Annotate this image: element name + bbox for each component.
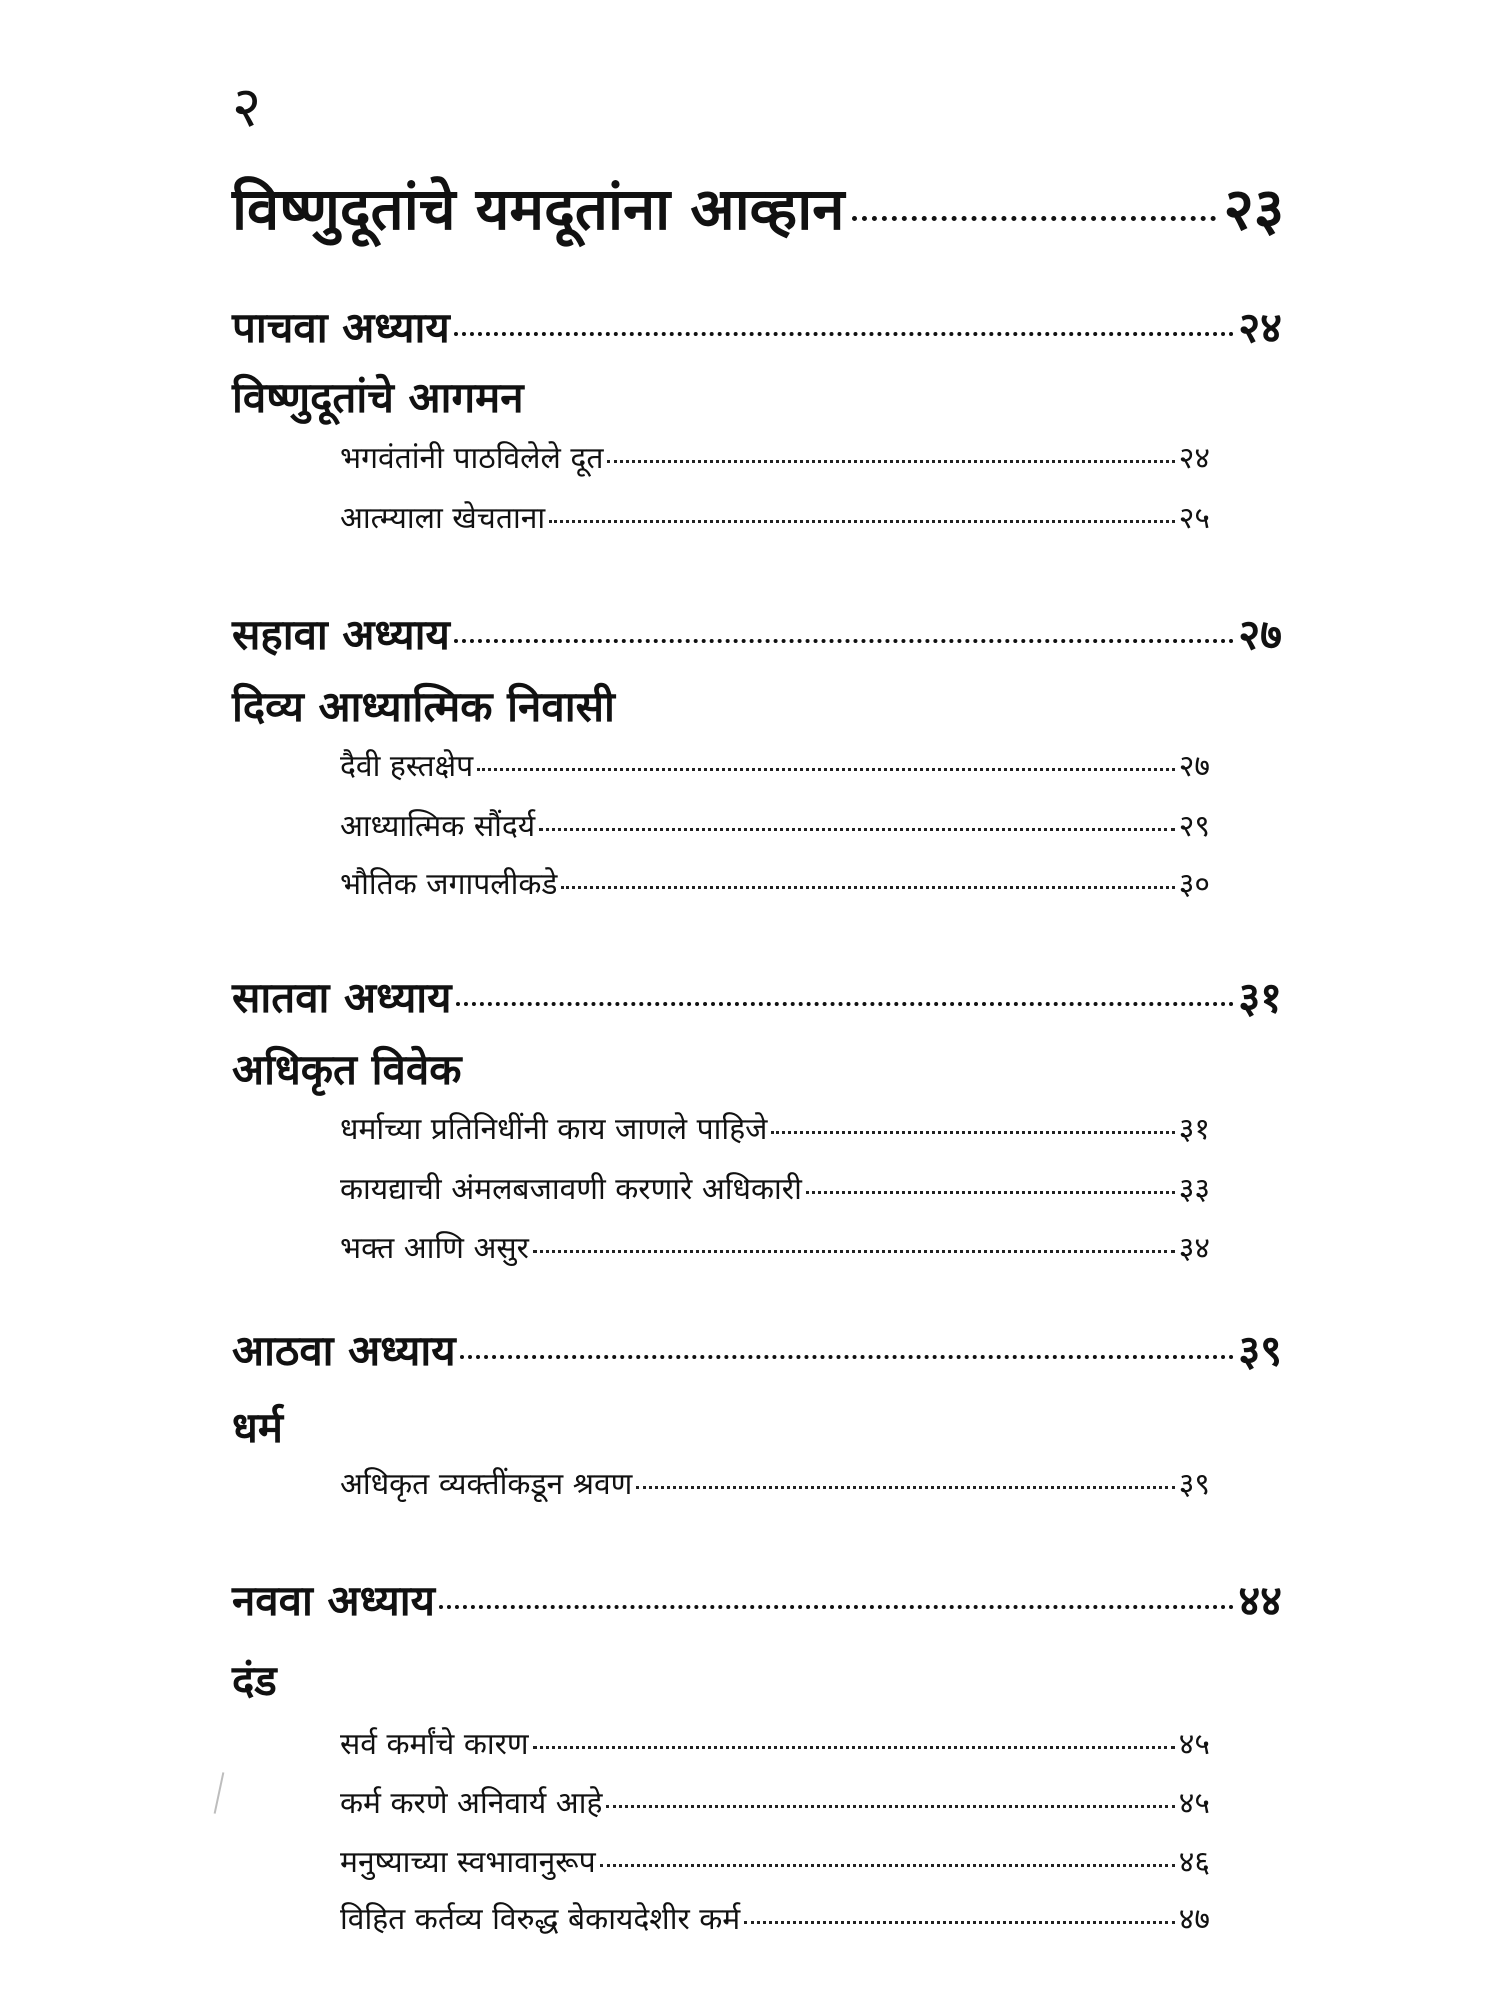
- chapter-heading-row: [232, 1578, 1282, 1624]
- toc-entry: [340, 1468, 1210, 1501]
- toc-entry-page: ३९: [1178, 1467, 1210, 1502]
- chapter-heading: सातवा अध्याय: [232, 973, 452, 1022]
- chapter-heading-row: [232, 1328, 1282, 1374]
- toc-entry: [340, 1232, 1210, 1265]
- chapter-title: धर्म: [232, 1403, 283, 1452]
- dot-leader: [607, 442, 1174, 463]
- dot-leader: [600, 1846, 1175, 1867]
- dot-leader: [606, 1787, 1174, 1808]
- toc-entry-page: ३३: [1178, 1172, 1210, 1207]
- chapter-heading-row: [232, 305, 1282, 351]
- toc-entry-page: ३१: [1178, 1112, 1210, 1147]
- toc-entry-text: विहित कर्तव्य विरुद्ध बेकायदेशीर कर्म: [340, 1902, 741, 1937]
- toc-entry-text: आध्यात्मिक सौंदर्य: [340, 809, 536, 844]
- chapter-heading: आठवा अध्याय: [232, 1326, 456, 1375]
- part-title-row: [232, 175, 1284, 243]
- toc-entry: [340, 868, 1210, 901]
- stray-scan-mark: [214, 1772, 225, 1813]
- dot-leader: [460, 1331, 1235, 1359]
- dot-leader: [561, 868, 1174, 889]
- dot-leader: [533, 1728, 1175, 1749]
- chapter-title: अधिकृत विवेक: [232, 1045, 462, 1094]
- chapter-page-number: ३१: [1238, 973, 1282, 1022]
- toc-entry-page: ४५: [1178, 1786, 1210, 1821]
- chapter-heading: नववा अध्याय: [232, 1576, 435, 1625]
- chapter-page-number: २७: [1238, 610, 1282, 659]
- toc-entry-page: ३४: [1178, 1231, 1210, 1266]
- chapter-heading-row: [232, 975, 1282, 1021]
- dot-leader: [539, 810, 1175, 831]
- toc-entry: [340, 810, 1210, 843]
- toc-entry: [340, 1728, 1210, 1761]
- toc-entry: [340, 1846, 1210, 1879]
- chapter-page-number: ३९: [1238, 1326, 1282, 1375]
- dot-leader: [439, 1581, 1234, 1609]
- toc-entry-page: ४६: [1178, 1845, 1210, 1880]
- chapter-title: दंड: [232, 1656, 277, 1705]
- toc-entry-page: ४५: [1178, 1727, 1210, 1762]
- chapter-page-number: २४: [1238, 303, 1282, 352]
- dot-leader: [744, 1903, 1175, 1924]
- toc-entry: [340, 442, 1210, 475]
- chapter-heading: पाचवा अध्याय: [232, 303, 450, 352]
- toc-entry: [340, 1113, 1210, 1146]
- toc-entry-text: सर्व कर्मांचे कारण: [340, 1727, 529, 1762]
- toc-entry-text: मनुष्याच्या स्वभावानुरूप: [340, 1845, 596, 1880]
- dot-leader: [454, 615, 1234, 643]
- part-number: २: [232, 75, 262, 140]
- chapter-title: विष्णुदूतांचे आगमन: [232, 373, 524, 422]
- chapter-title: दिव्य आध्यात्मिक निवासी: [232, 682, 615, 731]
- toc-entry-page: ३०: [1178, 867, 1210, 902]
- toc-entry-page: २७: [1178, 749, 1210, 784]
- toc-entry: [340, 1903, 1210, 1936]
- dot-leader: [771, 1113, 1174, 1134]
- toc-entry-page: २९: [1178, 809, 1210, 844]
- chapter-page-number: ४४: [1238, 1576, 1282, 1625]
- part-title: विष्णुदूतांचे यमदूतांना आव्हान: [232, 175, 845, 243]
- toc-entry-text: कर्म करणे अनिवार्य आहे: [340, 1786, 603, 1821]
- dot-leader: [852, 176, 1215, 221]
- toc-entry: [340, 502, 1210, 535]
- toc-entry: [340, 1787, 1210, 1820]
- dot-leader: [477, 750, 1175, 771]
- toc-entry-text: आत्म्याला खेचताना: [340, 501, 546, 536]
- toc-entry-text: धर्माच्या प्रतिनिधींनी काय जाणले पाहिजे: [340, 1112, 768, 1147]
- toc-entry-text: कायद्याची अंमलबजावणी करणारे अधिकारी: [340, 1172, 802, 1207]
- dot-leader: [454, 308, 1235, 336]
- toc-entry-text: अधिकृत व्यक्तींकडून श्रवण: [340, 1467, 633, 1502]
- chapter-heading: सहावा अध्याय: [232, 610, 450, 659]
- toc-entry: [340, 750, 1210, 783]
- dot-leader: [456, 978, 1235, 1006]
- part-page-number: २३: [1223, 175, 1284, 243]
- toc-entry-text: भगवंतांनी पाठविलेले दूत: [340, 441, 604, 476]
- toc-entry: [340, 1173, 1210, 1206]
- toc-entry-text: दैवी हस्तक्षेप: [340, 749, 474, 784]
- dot-leader: [549, 502, 1175, 523]
- toc-entry-text: भौतिक जगापलीकडे: [340, 867, 558, 902]
- toc-entry-text: भक्त आणि असुर: [340, 1231, 529, 1266]
- toc-entry-page: ४७: [1178, 1902, 1210, 1937]
- dot-leader: [806, 1173, 1175, 1194]
- toc-entry-page: २५: [1178, 501, 1210, 536]
- dot-leader: [636, 1468, 1174, 1489]
- dot-leader: [533, 1232, 1175, 1253]
- chapter-heading-row: [232, 612, 1282, 658]
- toc-entry-page: २४: [1178, 441, 1210, 476]
